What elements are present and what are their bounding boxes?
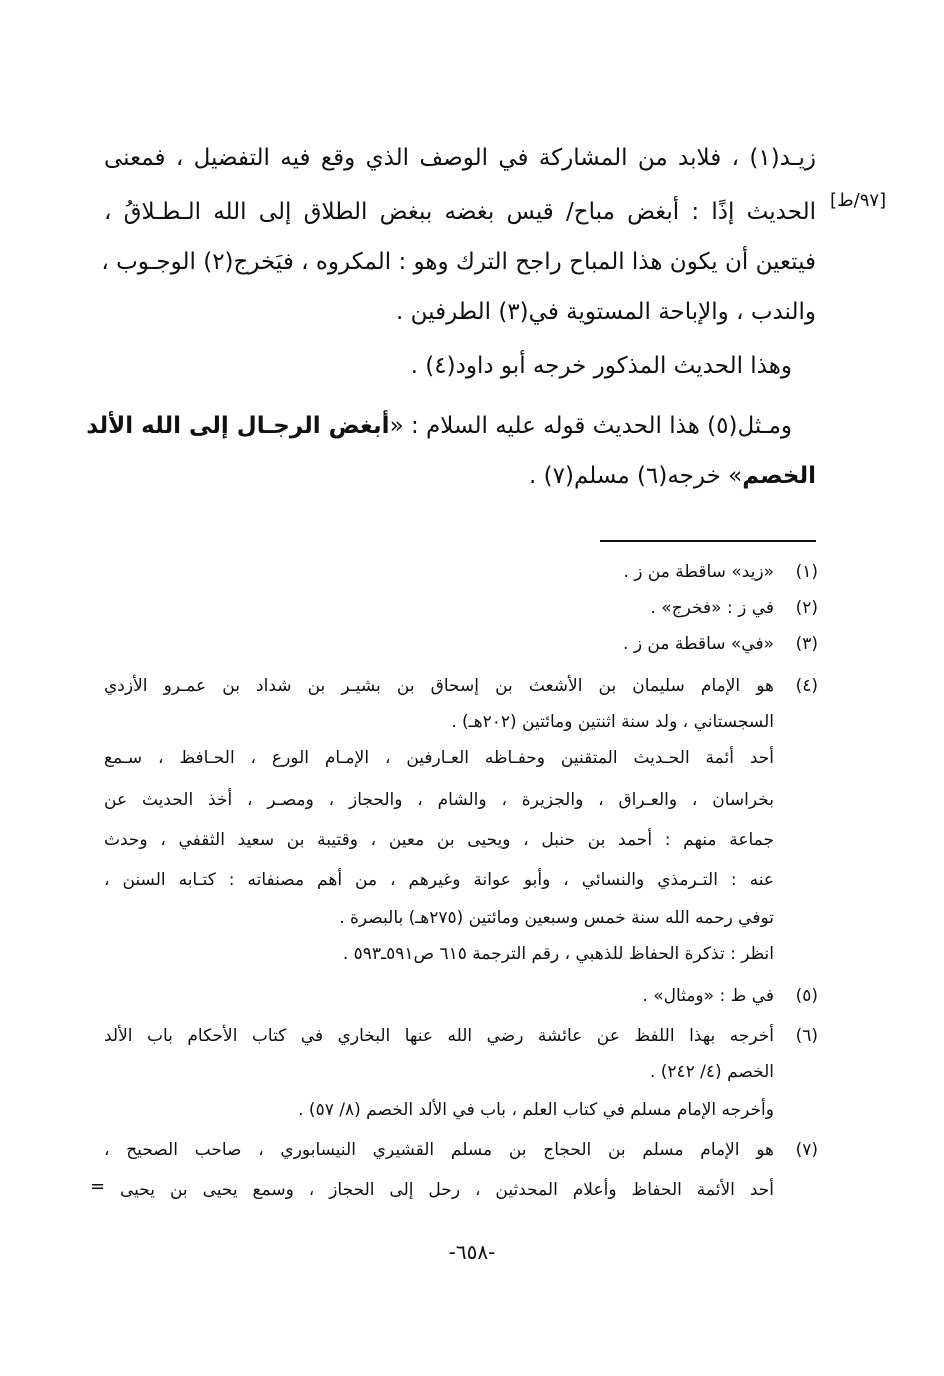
main-text-line-2: الحديث إذًا : أبغض مباح/ قيس بغضه ببغض الطلاق إلى الله الـطـلاقُ ، bbox=[104, 199, 816, 225]
main-text-paragraph-3-line-2 bbox=[104, 460, 816, 492]
footnote-5-number: (٥) bbox=[795, 986, 818, 1006]
footnote-1-text: «زيد» ساقطة من ز . bbox=[623, 562, 774, 582]
footnote-6-number: (٦) bbox=[795, 1026, 818, 1046]
footnote-2-text: في ز : «فخرج» . bbox=[650, 598, 774, 618]
main-text-paragraph-3-line-1 bbox=[86, 410, 816, 442]
main-text-line-4: والندب ، والإباحة المستوية في(٣) الطرفين . bbox=[396, 299, 816, 325]
footnote-4-line-2: السجستاني ، ولد سنة اثنتين ومائتين (٢٠٢هـ) . bbox=[451, 712, 774, 732]
footnote-4-line-8: انظر : تذكرة الحفاظ للذهبي ، رقم الترجمة ٦١٥ ص٥٩١ـ٥٩٣ . bbox=[342, 944, 774, 964]
hadith-quote: أبغض الرجـال إلى الله الألد bbox=[86, 413, 390, 439]
hadith-quote-end: الخصم bbox=[742, 463, 816, 489]
footnote-7-number: (٧) bbox=[795, 1140, 818, 1160]
footnote-1-number: (١) bbox=[795, 562, 818, 582]
footnote-4-line-3: أحد أئمة الحـديث المتقنين وحفـاظه العـارفين ، الإمـام الورع ، الحـافظ ، سـمع bbox=[104, 748, 774, 768]
footnote-4-line-7: توفي رحمه الله سنة خمس وسبعين ومائتين (٢٧٥هـ) بالبصرة . bbox=[339, 908, 774, 928]
main-text-paragraph-2: وهذا الحديث المذكور خرجه أبو داود(٤) . bbox=[410, 353, 792, 379]
footnote-separator bbox=[600, 540, 816, 542]
footnote-6-line-3: وأخرجه الإمام مسلم في كتاب العلم ، باب في الألد الخصم (٨/ ٥٧) . bbox=[298, 1100, 774, 1120]
footnote-6-line-1: أخرجه بهذا اللفظ عن عائشة رضي الله عنها البخاري في كتاب الأحكام باب الألد bbox=[104, 1026, 774, 1046]
footnote-5-text: في ط : «ومثال» . bbox=[642, 986, 774, 1006]
footnote-7-line-2: أحد الأئمة الحفاظ وأعلام المحدثين ، رحل إلى الحجاز ، وسمع يحيى بن يحيى bbox=[120, 1180, 774, 1200]
footnote-4-line-1: هو الإمام سليمان بن الأشعث بن إسحاق بن بشيـر بن شداد بن عمـرو الأزدي bbox=[104, 676, 774, 696]
footnote-4-line-4: بخراسان ، والعـراق ، والجزيرة ، والشام ، والحجاز ، ومصـر ، أخذ الحديث عن bbox=[104, 790, 774, 810]
paragraph-3-outro: » خرجه(٦) مسلم(٧) . bbox=[529, 463, 743, 489]
page-number: -٦٥٨- bbox=[448, 1240, 496, 1264]
footnote-4-number: (٤) bbox=[795, 676, 818, 696]
footnote-6-line-2: الخصم (٤/ ٢٤٢) . bbox=[649, 1062, 774, 1082]
footnote-4-line-6: عنه : التـرمذي والنسائي ، وأبو عوانة وغيرهم ، من أهم مصنفاته : كتـابه السنن ، bbox=[104, 870, 774, 890]
main-text-line-3: فيتعين أن يكون هذا المباح راجح الترك وهو : المكروه ، فيَخرج(٢) الوجـوب ، bbox=[101, 249, 816, 275]
paragraph-3-intro: ومـثل(٥) هذا الحديث قوله عليه السلام : « bbox=[389, 413, 792, 439]
footnote-7-line-1: هو الإمام مسلم بن الحجاج بن مسلم القشيري النيسابوري ، صاحب الصحيح ، bbox=[104, 1140, 774, 1160]
footnote-3-number: (٣) bbox=[795, 634, 818, 654]
continuation-mark: = bbox=[90, 1176, 106, 1197]
footnote-3-text: «في» ساقطة من ز . bbox=[623, 634, 774, 654]
footnote-2-number: (٢) bbox=[795, 598, 818, 618]
footnote-4-line-5: جماعة منهم : أحمد بن حنبل ، ويحيى بن معين ، وقتيبة بن سعيد الثقفي ، وحدث bbox=[104, 830, 774, 850]
main-text-line-1: زيـد(١) ، فلابد من المشاركة في الوصف الذي وقع فيه التفضيل ، فمعنى bbox=[104, 145, 816, 171]
marginal-manuscript-reference: [٩٧/ط] bbox=[830, 190, 887, 211]
